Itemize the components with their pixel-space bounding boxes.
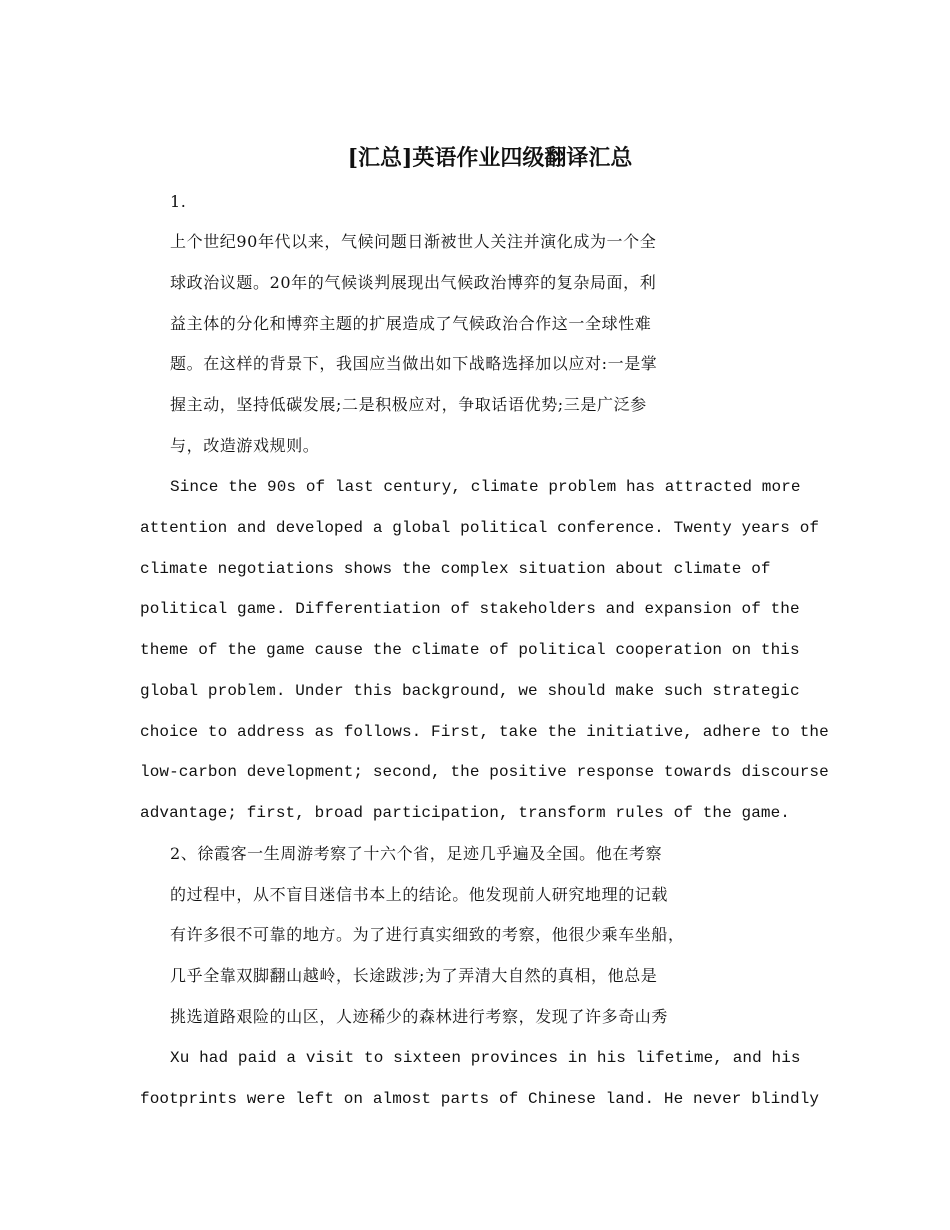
document-title: [汇总]英语作业四级翻译汇总	[347, 145, 633, 171]
chinese-paragraph-line: 2、徐霞客一生周游考察了十六个省，足迹几乎遍及全国。他在考察	[170, 844, 663, 863]
chinese-paragraph-line: 有许多很不可靠的地方。为了进行真实细致的考察，他很少乘车坐船，	[170, 925, 685, 944]
chinese-paragraph-line: 球政治议题。20年的气候谈判展现出气候政治博弈的复杂局面，利	[170, 273, 657, 292]
english-paragraph-line: global problem. Under this background, we should make such strategic	[140, 682, 800, 700]
chinese-paragraph-line: 的过程中，从不盲目迷信书本上的结论。他发现前人研究地理的记载	[170, 885, 669, 904]
chinese-paragraph-line: 上个世纪90年代以来，气候问题日渐被世人关注并演化成为一个全	[170, 232, 657, 251]
english-paragraph-line: political game. Differentiation of stakeholders and expansion of the	[140, 600, 800, 618]
english-paragraph-line: climate negotiations shows the complex situation about climate of	[140, 560, 771, 578]
chinese-paragraph-line: 握主动，坚持低碳发展;二是积极应对，争取话语优势;三是广泛参	[170, 395, 647, 414]
item-number: 1.	[170, 192, 187, 211]
chinese-paragraph-line: 几乎全靠双脚翻山越岭，长途跋涉;为了弄清大自然的真相，他总是	[170, 966, 658, 985]
chinese-paragraph-line: 题。在这样的背景下，我国应当做出如下战略选择加以应对:一是掌	[170, 354, 658, 373]
english-paragraph-line: footprints were left on almost parts of Chinese land. He never blindly	[140, 1090, 820, 1108]
english-paragraph-line: theme of the game cause the climate of political cooperation on this	[140, 641, 800, 659]
english-paragraph-line: Xu had paid a visit to sixteen provinces in his lifetime, and his	[170, 1049, 801, 1067]
english-paragraph-line: attention and developed a global political conference. Twenty years of	[140, 519, 820, 537]
chinese-paragraph-line: 与，改造游戏规则。	[170, 436, 320, 455]
english-paragraph-line: choice to address as follows. First, take the initiative, adhere to the	[140, 723, 829, 741]
chinese-paragraph-line: 挑选道路艰险的山区，人迹稀少的森林进行考察，发现了许多奇山秀	[170, 1007, 669, 1026]
english-paragraph-line: low-carbon development; second, the positive response towards discourse	[140, 763, 829, 781]
english-paragraph-line: advantage; first, broad participation, transform rules of the game.	[140, 804, 791, 822]
english-paragraph-line: Since the 90s of last century, climate problem has attracted more	[170, 478, 801, 496]
chinese-paragraph-line: 益主体的分化和博弈主题的扩展造成了气候政治合作这一全球性难	[170, 314, 652, 333]
